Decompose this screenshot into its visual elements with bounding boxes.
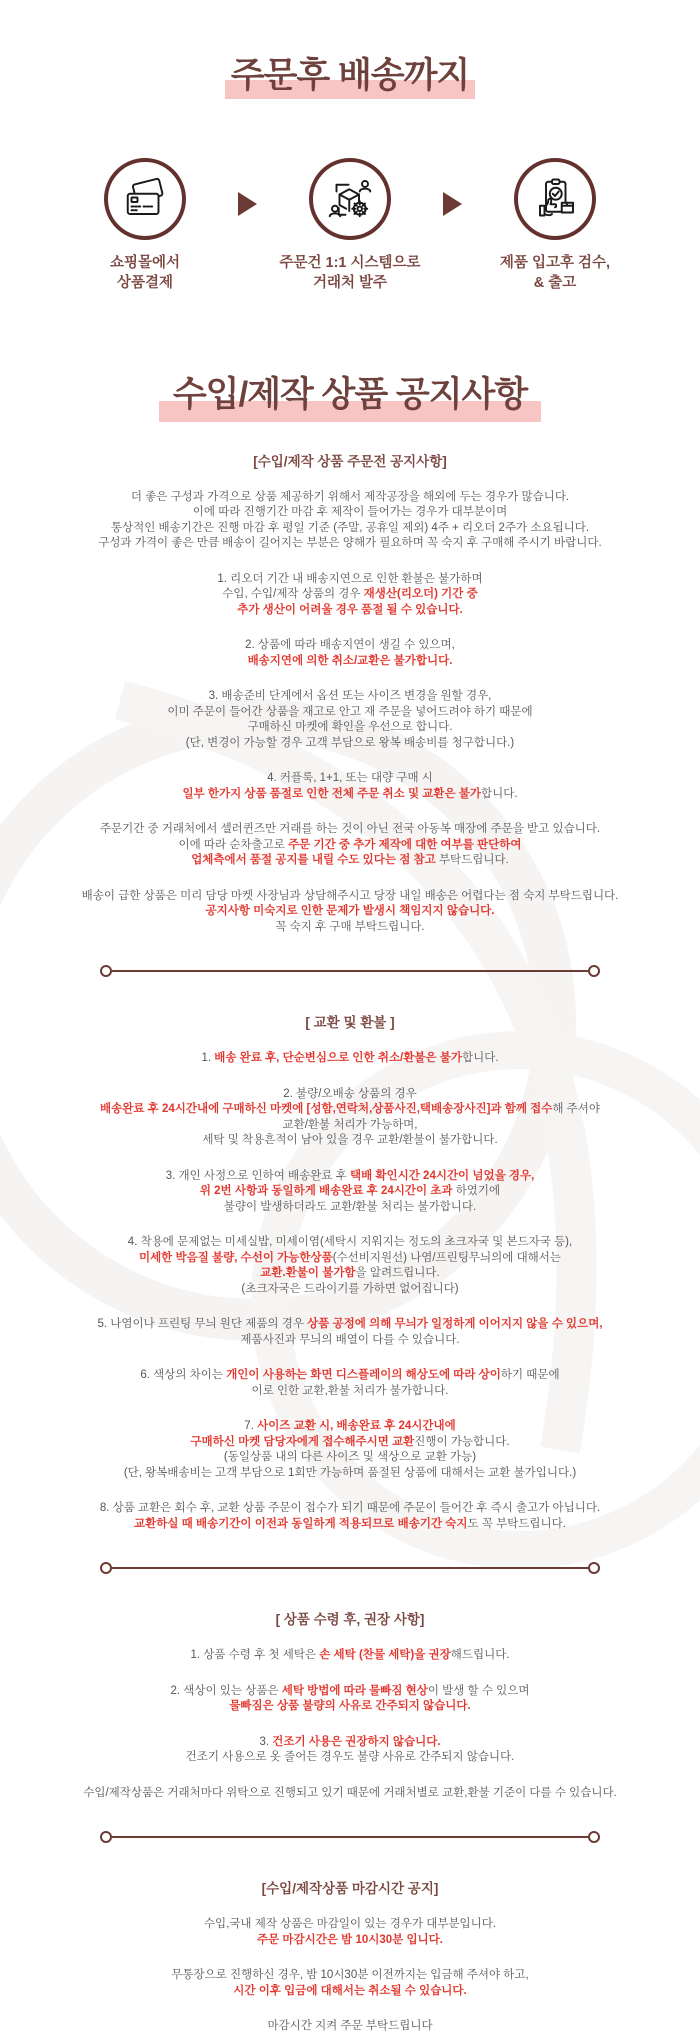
- notice-line: [0, 572, 700, 588]
- notice-line: [0, 1118, 700, 1134]
- notice-text: 2. 상품에 따라 배송지연이 생길 수 있으며,: [245, 639, 455, 652]
- notice-paragraph: [0, 490, 700, 552]
- section-heading: [ 교환 및 환불 ]: [305, 1015, 395, 1031]
- notice-paragraph: [0, 822, 700, 869]
- notice-text-emphasis: 개인이 사용하는 화면 디스플레이의 해상도에 따라 상이: [226, 1369, 501, 1382]
- step-label-line: 제품 입고후 검수,: [499, 255, 611, 272]
- notice-text: 합니다.: [462, 1052, 499, 1065]
- notice-text: 주문기간 중 거래처에서 셀러퀸즈만 거래를 하는 것이 아닌 전국 아동복 매장에 주문을 받고 있습니다.: [99, 823, 601, 836]
- notice-text: 꼭 숙지 후 구매 부탁드립니다.: [275, 920, 425, 933]
- notice-text: (초크자국은 드라이기를 가하면 없어집니다): [241, 1282, 459, 1295]
- notice-line: [0, 771, 700, 787]
- notice-line: [0, 1466, 700, 1482]
- notice-text: (동일상품 내의 다른 사이즈 및 색상으로 교환 가능): [223, 1451, 477, 1464]
- notice-line: [0, 1282, 700, 1298]
- notice-paragraph: [0, 1051, 700, 1067]
- notice-text: 이에 따라 진행기간 마감 후 제작이 들어가는 경우가 대부분이며: [192, 506, 508, 519]
- process-steps: [0, 158, 700, 293]
- notice-line: [0, 654, 700, 670]
- notice-text-emphasis: 택배 확인시간 24시간이 넘었을 경우,: [350, 1169, 535, 1182]
- notice-text: 이미 주문이 들어간 상품을 재고로 안고 재 주문을 넣어드려야 하기 때문에: [167, 705, 533, 718]
- process-title-row: [0, 56, 700, 96]
- notice-text-emphasis: 추가 생산이 어려울 경우 품절 될 수 있습니다.: [237, 603, 463, 616]
- notice-text: 1.: [201, 1052, 215, 1065]
- notice-text: 구매하신 마켓에 확인을 우선으로 합니다.: [247, 721, 453, 734]
- payment-card-icon: [121, 175, 169, 223]
- notice-line: [0, 904, 700, 920]
- notice-line: [0, 1917, 700, 1933]
- notice-line: [0, 1684, 700, 1700]
- notice-title-text: 수입/제작 상품 공지사항: [172, 375, 528, 415]
- notice-text-emphasis: 배송지연에 의한 취소/교환은 불가합니다.: [247, 654, 453, 667]
- notice-text: 통상적인 배송기간은 진행 마감 후 평일 기준 (주말, 공휴일 제외) 4주 + 리오더 2주가 소요됩니다.: [110, 521, 590, 534]
- notice-text: 해드립니다.: [450, 1649, 510, 1662]
- notice-line: [0, 521, 700, 537]
- notice-text: 8. 상품 교환은 회수 후, 교환 상품 주문이 접수가 되기 때문에 주문이 들어간 후 즉시 출고가 아닙니다.: [99, 1502, 601, 1515]
- notice-line: [0, 1735, 700, 1751]
- notice-line: [0, 505, 700, 521]
- notice-text-emphasis: 물빠짐은 상품 불량의 사유로 간주되지 않습니다.: [229, 1700, 471, 1713]
- notice-line: [0, 1235, 700, 1251]
- notice-text-emphasis: 일부 한가지 상품 품절로 인한 전체 주문 취소 및 교환은 불가: [182, 787, 482, 800]
- notice-line: [0, 1984, 700, 2000]
- notice-text: 도 꼭 부탁드립니다.: [467, 1517, 566, 1530]
- process-title: [231, 56, 469, 96]
- notice-paragraph: [0, 2019, 700, 2035]
- divider-end-ring: [588, 1831, 600, 1843]
- notice-paragraph: [0, 1317, 700, 1348]
- divider-line: [112, 1836, 588, 1839]
- notice-text: 3.: [259, 1735, 273, 1748]
- notice-paragraph: [0, 638, 700, 669]
- notice-line: [0, 1435, 700, 1451]
- notice-line: [0, 1169, 700, 1185]
- notice-text-emphasis: 상품 공정에 의해 무늬가 일정하게 이어지지 않을 수 있으며,: [307, 1318, 603, 1331]
- notice-text-emphasis: 주문 기간 중 추가 제작에 대한 여부를 판단하여: [288, 838, 522, 851]
- notice-text: (단, 변경이 가능할 경우 고객 부담으로 왕복 배송비를 청구합니다.): [185, 736, 515, 749]
- notice-title-row: [0, 375, 700, 415]
- arrow-right-icon: [238, 192, 257, 216]
- step-label-line: 상품결제: [116, 274, 173, 291]
- step-circle: [514, 158, 596, 240]
- notice-text-emphasis: 세탁 방법에 따라 물빠짐 현상: [281, 1684, 428, 1697]
- notice-line: [0, 1517, 700, 1533]
- notice-text: 불량이 발생하더라도 교환/환불 처리는 불가합니다.: [223, 1200, 477, 1213]
- step-circle: [309, 158, 391, 240]
- divider-end-ring: [588, 965, 600, 977]
- notice-text-emphasis: 공지사항 미숙지로 인한 문제가 발생시 책임지지 않습니다.: [205, 905, 495, 918]
- notice-line: [0, 736, 700, 752]
- notice-line: [0, 838, 700, 854]
- notice-line: [0, 1133, 700, 1149]
- notice-line: [0, 1648, 700, 1664]
- notice-paragraph: [0, 889, 700, 936]
- notice-text: 1. 상품 수령 후 첫 세탁은: [190, 1649, 320, 1662]
- notice-text: 3. 배송준비 단계에서 옵션 또는 사이즈 변경을 원할 경우,: [208, 690, 492, 703]
- notice-text-emphasis: 건조기 사용은 권장하지 않습니다.: [272, 1735, 441, 1748]
- notice-line: [0, 1266, 700, 1282]
- notice-text-emphasis: 시간 이후 입금에 대해서는 취소될 수 있습니다.: [233, 1984, 467, 1997]
- notice-paragraph: [0, 771, 700, 802]
- notice-text: 3. 개인 사정으로 인하여 배송완료 후: [165, 1169, 350, 1182]
- notice-text: 하였기에: [455, 1185, 501, 1198]
- notice-text: 배송이 급한 상품은 미리 담당 마켓 사장님과 상담해주시고 당장 내일 배송은 어렵다는 점 숙지 부탁드립니다.: [81, 889, 619, 902]
- notice-line: [0, 1419, 700, 1435]
- notice-text-emphasis: 미세한 박음질 불량, 수선이 가능한상품: [138, 1251, 333, 1264]
- notice-line: [0, 1750, 700, 1766]
- notice-text: 5. 나염이나 프린팅 무늬 원단 제품의 경우: [97, 1318, 308, 1331]
- notice-paragraph: [0, 1786, 700, 1802]
- notice-text: 이 발생 할 수 있으며: [427, 1684, 530, 1697]
- section-divider: [100, 1562, 600, 1574]
- notice-text: 이에 따라 순차출고로: [178, 838, 289, 851]
- notice-text-emphasis: 교환하실 때 배송기간이 이전과 동일하게 적용되므로 배송기간 숙지: [134, 1517, 468, 1530]
- divider-line: [112, 1567, 588, 1570]
- notice-text: 해 주셔야: [552, 1103, 600, 1116]
- notice-line: [0, 1384, 700, 1400]
- step-label-line: 쇼핑몰에서: [109, 255, 181, 272]
- section-divider: [100, 965, 600, 977]
- process-step-order-system: [257, 158, 443, 293]
- notice-line: [0, 787, 700, 803]
- step-label-line: & 출고: [533, 274, 577, 291]
- notice-text-emphasis: 재생산(리오더) 기간 중: [363, 588, 478, 601]
- notice-paragraph: [0, 1735, 700, 1766]
- divider-end-ring: [100, 1562, 112, 1574]
- notice-line: [0, 889, 700, 905]
- notice-text-emphasis: 손 세탁 (찬물 세탁)을 권장: [319, 1649, 451, 1662]
- notice-text: 하기 때문에: [500, 1369, 560, 1382]
- notice-paragraph: [0, 1419, 700, 1481]
- notice-paragraph: [0, 1087, 700, 1149]
- notice-line: [0, 720, 700, 736]
- notice-text: (단, 왕복배송비는 고객 부담으로 1회만 가능하며 품절된 상품에 대해서는 교환 불가입니다.): [123, 1466, 577, 1479]
- notice-line: [0, 1317, 700, 1333]
- notice-text-emphasis: 배송완료 후 24시간내에 구매하신 마켓에 [성함,연락처,상품사진,택배송장사진]과 함께 접수: [100, 1103, 553, 1116]
- notice-line: [0, 1450, 700, 1466]
- notice-line: [0, 1786, 700, 1802]
- section-heading: [ 상품 수령 후, 권장 사항]: [275, 1612, 425, 1628]
- notice-line: [0, 1102, 700, 1118]
- notice-text-emphasis: 주문 마감시간은 밤 10시30분 입니다.: [257, 1933, 443, 1946]
- notice-line: [0, 1087, 700, 1103]
- notice-text: 세탁 및 착용흔적이 남아 있을 경우 교환/환불이 불가합니다.: [202, 1134, 498, 1147]
- notice-text: 1. 리오더 기간 내 배송지연으로 인한 환불은 불가하며: [217, 572, 483, 585]
- notice-text: 구성과 가격이 좋은 만큼 배송이 길어지는 부분은 양해가 필요하며 꼭 숙지 후 구매해 주시기 바랍니다.: [98, 537, 602, 550]
- notice-line: [0, 1251, 700, 1267]
- notice-text-emphasis: 위 2번 사항과 동일하게 배송완료 후 24시간이 초과: [199, 1185, 456, 1198]
- notice-text: 2. 색상이 있는 상품은: [170, 1684, 282, 1697]
- section-heading: [수입/제작 상품 주문전 공지사항]: [253, 453, 447, 469]
- process-step-inspection: [462, 158, 648, 293]
- notice-paragraph: [0, 1368, 700, 1399]
- notice-text: 을 알려드립니다.: [355, 1267, 440, 1280]
- notice-paragraph: [0, 1235, 700, 1297]
- notice-line: [0, 490, 700, 506]
- notice-line: [0, 1933, 700, 1949]
- notice-text-emphasis: 교환.환불이 불가함: [260, 1267, 356, 1280]
- process-step-payment: [52, 158, 238, 293]
- notice-text-emphasis: 배송 완료 후, 단순변심으로 인한 취소/환불은 불가: [214, 1052, 462, 1065]
- step-label: [110, 254, 180, 293]
- notice-text: 수입, 수입/제작 상품의 경우: [222, 588, 364, 601]
- notice-paragraph: [0, 572, 700, 619]
- notice-line: [0, 1368, 700, 1384]
- section-divider: [100, 1831, 600, 1843]
- notice-line: [0, 1051, 700, 1067]
- notice-text: 교환/환불 처리가 가능하며,: [282, 1118, 418, 1131]
- notice-text: 7.: [244, 1420, 258, 1433]
- process-title-text: 주문후 배송까지: [230, 56, 470, 95]
- divider-end-ring: [100, 965, 112, 977]
- divider-end-ring: [588, 1562, 600, 1574]
- notice-text: 6. 색상의 차이는: [140, 1369, 227, 1382]
- notice-text: 제품사진과 무늬의 배열이 다를 수 있습니다.: [240, 1333, 460, 1346]
- notice-line: [0, 2019, 700, 2035]
- step-label-line: 거래처 발주: [312, 274, 388, 291]
- notice-text: 수입,국내 제작 상품은 마감일이 있는 경우가 대부분입니다.: [203, 1918, 497, 1931]
- notice-text: 합니다.: [481, 787, 518, 800]
- notice-paragraph: [0, 1917, 700, 1948]
- arrow-right-icon: [443, 192, 462, 216]
- notice-line: [0, 689, 700, 705]
- notice-text: 2. 불량/오배송 상품의 경우: [283, 1087, 417, 1100]
- notice-text: 4. 커플룩, 1+1, 또는 대량 구매 시: [267, 772, 433, 785]
- notice-text: 건조기 사용으로 옷 줄어든 경우도 불량 사유로 간주되지 않습니다.: [185, 1751, 515, 1764]
- step-label: [279, 254, 420, 293]
- notice-text: 진행이 가능합니다.: [414, 1435, 510, 1448]
- notice-text-emphasis: 업체측에서 품절 공지를 내릴 수도 있다는 점 참고: [191, 854, 439, 867]
- step-label-line: 주문건 1:1 시스템으로: [279, 255, 421, 272]
- notice-paragraph: [0, 1169, 700, 1216]
- notice-text: 수입/제작상품은 거래처마다 위탁으로 진행되고 있기 때문에 거래처별로 교환,환불 기준이 다를 수 있습니다.: [83, 1786, 617, 1799]
- notice-line: [0, 1501, 700, 1517]
- notice-text: 더 좋은 구성과 가격으로 상품 제공하기 위해서 제작공장을 해외에 두는 경우가 많습니다.: [130, 490, 570, 503]
- order-system-icon: [326, 175, 374, 223]
- notice-line: [0, 1699, 700, 1715]
- divider-end-ring: [100, 1831, 112, 1843]
- notice-line: [0, 1333, 700, 1349]
- notice-line: [0, 536, 700, 552]
- notice-line: [0, 920, 700, 936]
- notice-text: 마감시간 지켜 주문 부탁드립니다: [267, 2020, 433, 2033]
- notice-line: [0, 1968, 700, 1984]
- notice-line: [0, 638, 700, 654]
- step-label: [500, 254, 610, 293]
- notice-paragraph: [0, 689, 700, 751]
- section-heading: [수입/제작상품 마감시간 공지]: [261, 1881, 439, 1897]
- notice-text-emphasis: 사이즈 교환 시, 배송완료 후 24시간내에: [257, 1420, 456, 1433]
- notice-line: [0, 1200, 700, 1216]
- notice-line: [0, 853, 700, 869]
- notice-line: [0, 705, 700, 721]
- notice-text: (수선비지원선) 나염/프린팅무늬의에 대해서는: [332, 1251, 562, 1264]
- divider-line: [112, 970, 588, 973]
- notice-title: [173, 375, 527, 415]
- notice-text: 이로 인한 교환,환불 처리가 불가합니다.: [251, 1384, 449, 1397]
- notice-line: [0, 603, 700, 619]
- notice-text: 무통장으로 진행하신 경우, 밤 10시30분 이전까지는 입금해 주셔야 하고,: [171, 1969, 529, 1982]
- notice-line: [0, 822, 700, 838]
- step-circle: [104, 158, 186, 240]
- notice-text-emphasis: 구매하신 마켓 담당자에게 접수해주시면 교환: [190, 1435, 415, 1448]
- inspection-shipping-icon: [531, 175, 579, 223]
- notice-paragraph: [0, 1684, 700, 1715]
- notice-paragraph: [0, 1501, 700, 1532]
- notice-line: [0, 1184, 700, 1200]
- notice-text: 4. 착용에 문제없는 미세실밥, 미세이염(세탁시 지워지는 정도의 초크자국 및 본드자국 등),: [127, 1236, 573, 1249]
- notice-paragraph: [0, 1648, 700, 1664]
- notice-paragraph: [0, 1968, 700, 1999]
- notice-text: 부탁드립니다.: [438, 854, 509, 867]
- notice-body: [0, 450, 700, 2035]
- notice-line: [0, 587, 700, 603]
